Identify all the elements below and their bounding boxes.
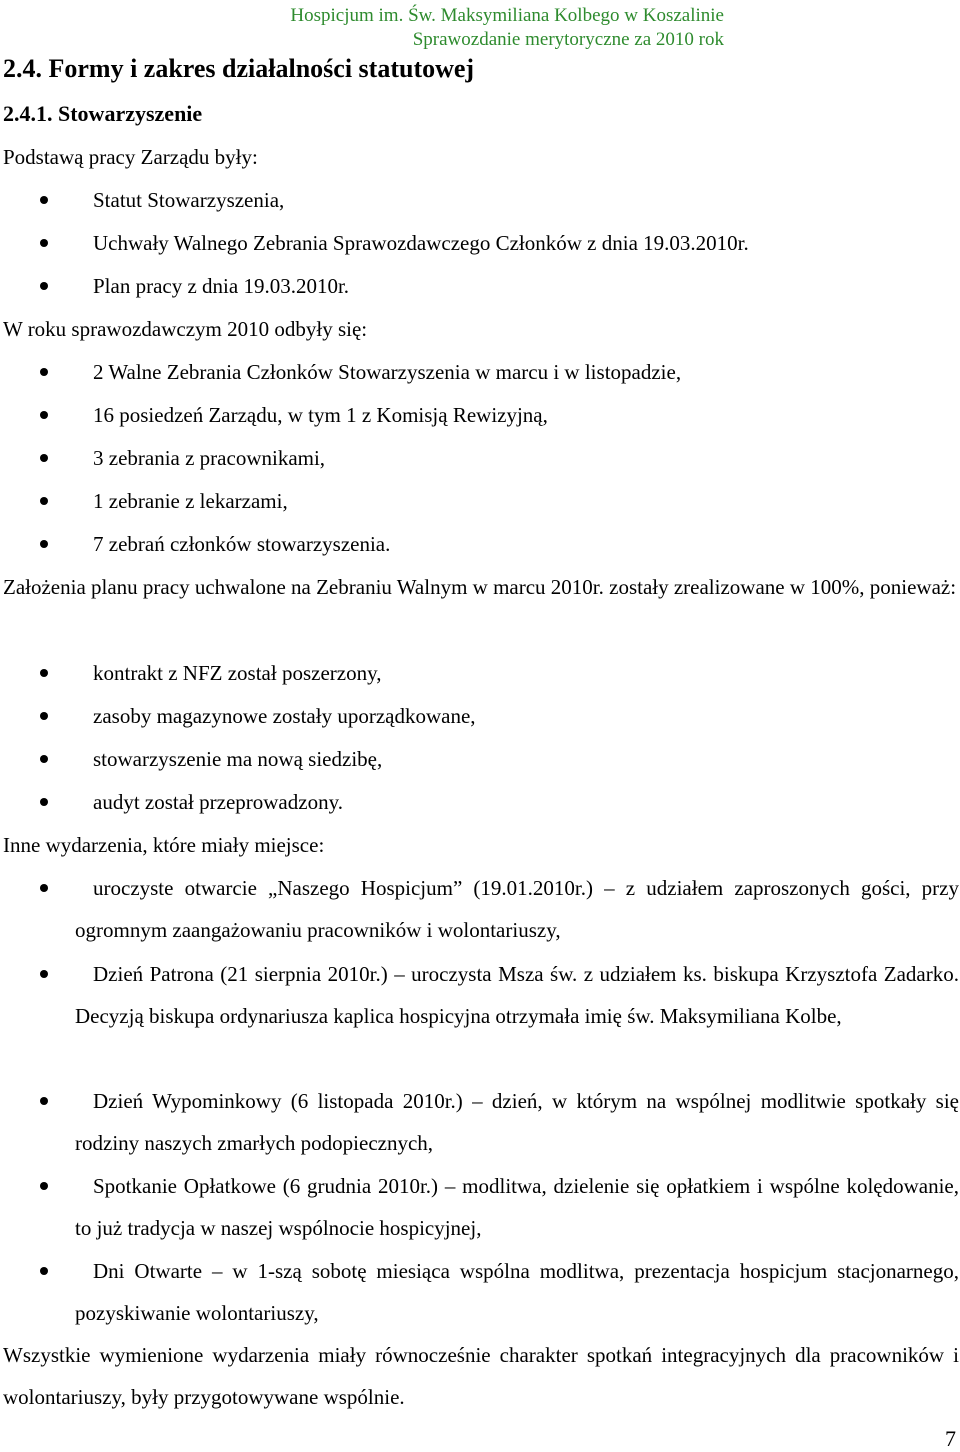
intro-paragraph-4: Inne wydarzenia, które miały miejsce: bbox=[3, 833, 325, 857]
bullet-icon bbox=[40, 712, 48, 720]
list-item-text: 7 zebrań członków stowarzyszenia. bbox=[93, 532, 391, 556]
list-item-text: audyt został przeprowadzony. bbox=[93, 790, 343, 814]
page-header bbox=[290, 4, 724, 52]
bullet-icon bbox=[40, 1267, 48, 1275]
subsection-title: 2.4.1. Stowarzyszenie bbox=[3, 101, 203, 126]
header-line-2: Sprawozdanie merytoryczne za 2010 rok bbox=[412, 29, 724, 50]
bullet-icon bbox=[40, 755, 48, 763]
closing-paragraph: Wszystkie wymienione wydarzenia miały równocześnie charakter spotkań integracyjnych dla pracowników i wolontariuszy, były przygotowywane wspólnie. bbox=[3, 1343, 959, 1409]
list-item-text: Plan pracy z dnia 19.03.2010r. bbox=[93, 274, 350, 298]
list-item-text: Statut Stowarzyszenia, bbox=[93, 188, 285, 212]
bullet-icon bbox=[40, 239, 48, 247]
bullet-icon bbox=[40, 798, 48, 806]
list-item-text: zasoby magazynowe zostały uporządkowane, bbox=[93, 704, 476, 728]
list-item-text: Uchwały Walnego Zebrania Sprawozdawczego Członków z dnia 19.03.2010r. bbox=[93, 231, 749, 255]
page-number: 7 bbox=[945, 1426, 956, 1451]
section-title: 2.4. Formy i zakres działalności statutowej bbox=[3, 54, 475, 83]
bullet-icon bbox=[40, 454, 48, 462]
bullet-icon bbox=[40, 1182, 48, 1190]
intro-paragraph-2: W roku sprawozdawczym 2010 odbyły się: bbox=[3, 317, 368, 341]
bullet-icon bbox=[40, 282, 48, 290]
list-item-text: stowarzyszenie ma nową siedzibę, bbox=[93, 747, 383, 771]
intro-paragraph-1: Podstawą pracy Zarządu były: bbox=[3, 145, 258, 169]
list-item-text: Dzień Wypominkowy (6 listopada 2010r.) – dzień, w którym na wspólnej modlitwie spotkały się rodziny naszych zmarłych podopiecznych, bbox=[75, 1089, 959, 1155]
list-item-text: 1 zebranie z lekarzami, bbox=[93, 489, 288, 513]
list-item-text: 2 Walne Zebrania Członków Stowarzyszenia w marcu i w listopadzie, bbox=[93, 360, 682, 384]
list-item-text: kontrakt z NFZ został poszerzony, bbox=[93, 661, 382, 685]
list-item-text: uroczyste otwarcie „Naszego Hospicjum” (19.01.2010r.) – z udziałem zaproszonych gości, przy ogromnym zaangażowaniu pracowników i wolontariuszy, bbox=[75, 876, 959, 942]
bullet-icon bbox=[40, 970, 48, 978]
bullet-icon bbox=[40, 540, 48, 548]
bullet-icon bbox=[40, 884, 48, 892]
bullet-icon bbox=[40, 411, 48, 419]
bullet-icon bbox=[40, 497, 48, 505]
bullet-icon bbox=[40, 368, 48, 376]
bullet-icon bbox=[40, 669, 48, 677]
list-item-text: 3 zebrania z pracownikami, bbox=[93, 446, 326, 470]
list-item-text: Dzień Patrona (21 sierpnia 2010r.) – uroczysta Msza św. z udziałem ks. biskupa Krzysztofa Zadarko. Decyzją biskupa ordynariusza kaplica hospicyjna otrzymała imię św. Maksymiliana Kolbe, bbox=[75, 962, 959, 1028]
list-item-text: Spotkanie Opłatkowe (6 grudnia 2010r.) – modlitwa, dzielenie się opłatkiem i wspólne kolędowanie, to już tradycja w naszej wspólnocie hospicyjnej, bbox=[75, 1174, 959, 1240]
list-item-text: 16 posiedzeń Zarządu, w tym 1 z Komisją Rewizyjną, bbox=[93, 403, 548, 427]
intro-paragraph-3: Założenia planu pracy uchwalone na Zebraniu Walnym w marcu 2010r. zostały zrealizowane w 100%, ponieważ: bbox=[3, 575, 957, 599]
header-line-1: Hospicjum im. Św. Maksymiliana Kolbego w Koszalinie bbox=[290, 5, 724, 26]
bullet-icon bbox=[40, 1097, 48, 1105]
bullet-icon bbox=[40, 196, 48, 204]
list-item-text: Dni Otwarte – w 1-szą sobotę miesiąca wspólna modlitwa, prezentacja hospicjum stacjonarnego, pozyskiwanie wolontariuszy, bbox=[75, 1259, 959, 1325]
